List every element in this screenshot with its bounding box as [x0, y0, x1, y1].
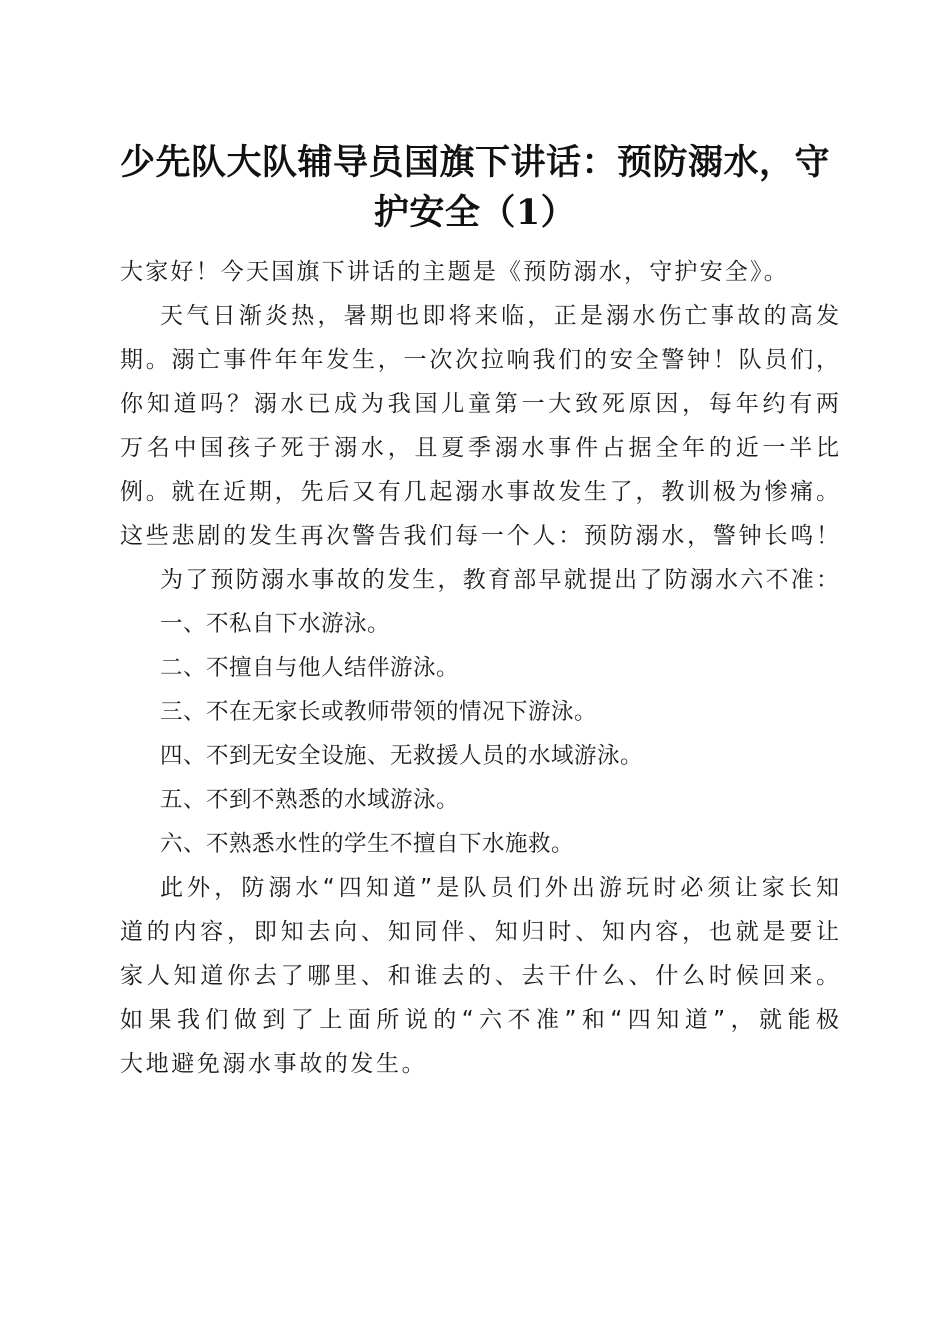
paragraph-line: 家人知道你去了哪里、和谁去的、去干什么、什么时候回来。	[120, 963, 840, 989]
paragraph-line: 你知道吗？溺水已成为我国儿童第一大致死原因，每年约有两	[120, 391, 840, 417]
paragraph-line: 天气日渐炎热，暑期也即将来临，正是溺水伤亡事故的高发	[160, 303, 840, 329]
rule-item: 二、不擅自与他人结伴游泳。	[160, 655, 460, 681]
greeting-line: 大家好！今天国旗下讲话的主题是《预防溺水，守护安全》。	[120, 259, 789, 285]
paragraph-line: 期。溺亡事件年年发生，一次次拉响我们的安全警钟！队员们，	[120, 347, 840, 373]
title-line-2: 护安全（1）	[373, 192, 577, 233]
paragraph-line: 万名中国孩子死于溺水，且夏季溺水事件占据全年的近一半比	[120, 435, 840, 461]
paragraph-line: 道的内容，即知去向、知同伴、知归时、知内容，也就是要让	[120, 919, 840, 945]
paragraph-line: 大地避免溺水事故的发生。	[120, 1051, 428, 1077]
rule-item: 四、不到无安全设施、无救援人员的水域游泳。	[160, 743, 644, 769]
rules-list	[120, 602, 840, 866]
paragraph-line: 这些悲剧的发生再次警告我们每一个人：预防溺水，警钟长鸣！	[120, 523, 840, 549]
paragraph-weather	[120, 294, 840, 558]
document-title	[100, 138, 850, 238]
paragraph-line: 此外，防溺水“四知道”是队员们外出游玩时必须让家长知	[160, 875, 840, 901]
rule-item: 五、不到不熟悉的水域游泳。	[160, 787, 460, 813]
rule-item: 六、不熟悉水性的学生不擅自下水施救。	[160, 831, 575, 857]
rule-item: 三、不在无家长或教师带领的情况下游泳。	[160, 699, 598, 725]
rule-item: 一、不私自下水游泳。	[160, 611, 391, 637]
title-line-1: 少先队大队辅导员国旗下讲话：预防溺水，守	[119, 142, 830, 183]
rules-intro: 为了预防溺水事故的发生，教育部早就提出了防溺水六不准：	[160, 567, 840, 593]
paragraph-line: 例。就在近期，先后又有几起溺水事故发生了，教训极为惨痛。	[120, 479, 840, 505]
paragraph-four-knows	[120, 866, 840, 1086]
paragraph-line: 如果我们做到了上面所说的“六不准”和“四知道”，就能极	[120, 1007, 840, 1033]
document-body	[120, 250, 840, 1086]
